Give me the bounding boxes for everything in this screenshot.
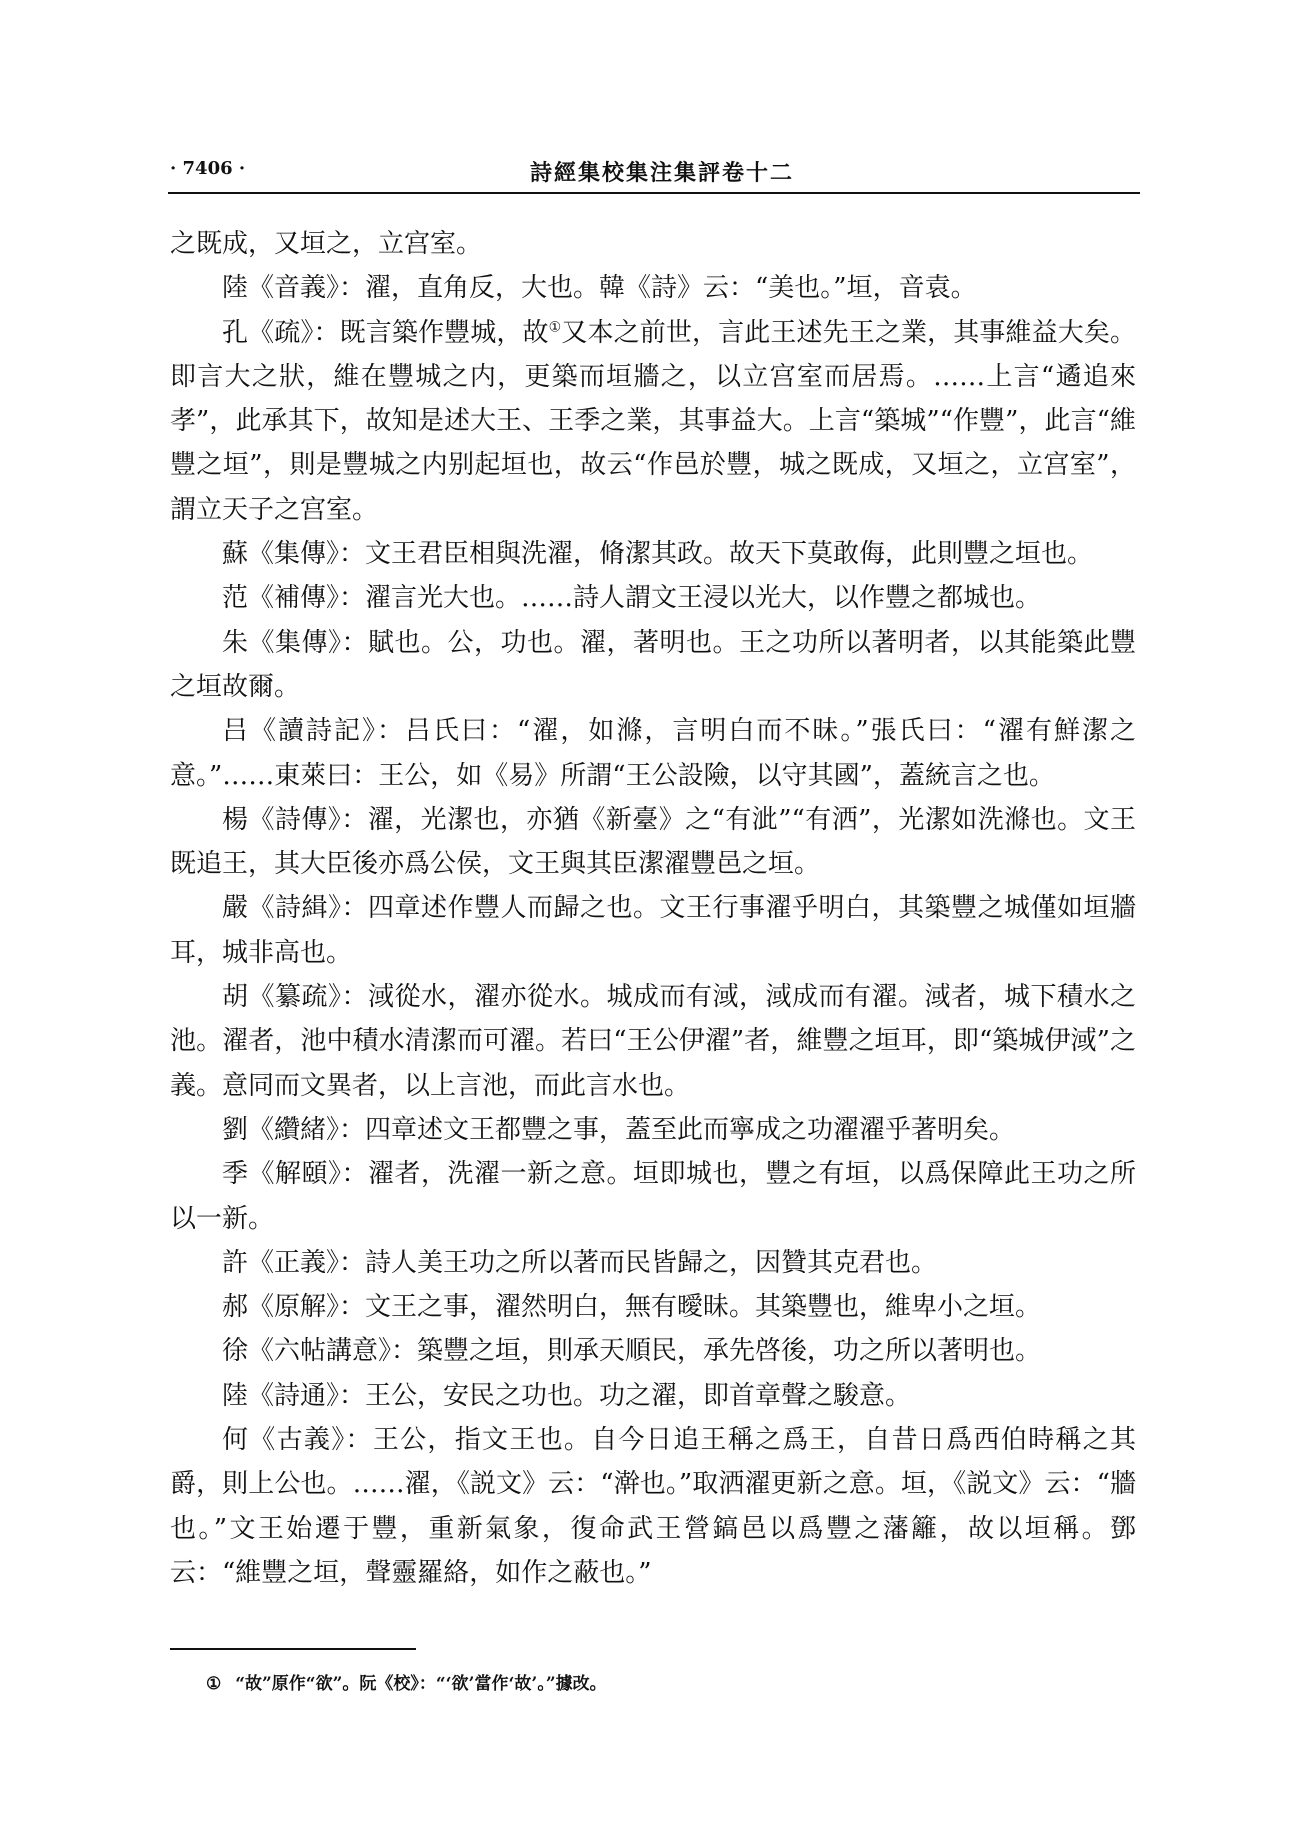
commentary-lu-yinyi: 陸《音義》：濯，直角反，大也。韓《詩》云：“美也。”垣，音袁。 bbox=[222, 273, 977, 304]
footnote-rule bbox=[170, 1648, 416, 1650]
main-text bbox=[170, 222, 1136, 1595]
commentary-kong-shu bbox=[170, 311, 1136, 532]
footnote-mark: ① bbox=[206, 1674, 222, 1694]
commentary-xu-zhengyi: 許《正義》：詩人美王功之所以著而民皆歸之，因贊其克君也。 bbox=[222, 1247, 938, 1278]
paragraph-continuation: 之既成，又垣之，立宫室。 bbox=[170, 229, 483, 259]
commentary-xu-liutie: 徐《六帖講意》：築豐之垣，則承天順民，承先啓後，功之所以著明也。 bbox=[222, 1336, 1042, 1367]
commentary-kong-shu-part2: 又本之前世，言此王述先王之業，其事維益大矣。即言大之狀，維在豐城之内，更築而垣牆之，以立宫室而居焉。……上言“遹追來孝”，此承其下，故知是述大王、王季之業，其事益大。上言“築城”“作豐”，此言“維豐之垣”，則是豐城之内别起垣也，故云“作邑於豐，城之既成，又垣之，立宫室”，謂立天子之宫室。 bbox=[170, 317, 1136, 525]
commentary-hu-zuanshu: 胡《纂疏》：淢從水，濯亦從水。城成而有淢，淢成而有濯。淢者，城下積水之池。濯者，池中積水清潔而可濯。若曰“王公伊濯”者，維豐之垣耳，即“築城伊淢”之義。意同而文異者，以上言池，而此言水也。 bbox=[170, 982, 1136, 1101]
running-header bbox=[150, 150, 1140, 190]
commentary-liu-zuanxu: 劉《纘緒》：四章述文王都豐之事，蓋至此而寧成之功濯濯乎著明矣。 bbox=[222, 1114, 1016, 1145]
commentary-lu-dushiji: 吕《讀詩記》：吕氏曰：“濯，如滌，言明白而不昧。”張氏曰：“濯有鮮潔之意。”……東萊曰：王公，如《易》所謂“王公設險，以守其國”，蓋統言之也。 bbox=[170, 716, 1136, 791]
commentary-lu-shitong: 陸《詩通》：王公，安民之功也。功之濯，即首章聲之駿意。 bbox=[222, 1380, 912, 1411]
footnote bbox=[206, 1672, 1106, 1696]
commentary-kong-shu-part1: 孔《疏》：既言築作豐城，故 bbox=[222, 317, 549, 348]
page-number: · 7406 · bbox=[170, 158, 246, 179]
commentary-fan-buzhuan: 范《補傳》：濯言光大也。……詩人謂文王浸以光大，以作豐之都城也。 bbox=[222, 583, 1042, 614]
footnote-text: “故”原作“欲”。阮《校》：“‘欲’當作‘故’。”據改。 bbox=[235, 1674, 607, 1694]
running-title: 詩經集校集注集評卷十二 bbox=[530, 160, 795, 186]
footnote-ref-mark[interactable]: ① bbox=[548, 318, 562, 335]
commentary-yan-shiji: 嚴《詩緝》：四章述作豐人而歸之也。文王行事濯乎明白，其築豐之城僅如垣牆耳，城非高也。 bbox=[170, 893, 1136, 968]
commentary-yang-shizhuan: 楊《詩傳》：濯，光潔也，亦猶《新臺》之“有泚”“有洒”，光潔如洗滌也。文王既追王，其大臣後亦爲公侯，文王與其臣潔濯豐邑之垣。 bbox=[170, 804, 1136, 880]
commentary-he-guyi: 何《古義》：王公，指文王也。自今日追王稱之爲王，自昔日爲西伯時稱之其爵，則上公也。……濯，《説文》云：“澣也。”取洒濯更新之意。垣，《説文》云：“牆也。”文王始遷于豐，重新氣象，復命武王營鎬邑以爲豐之藩籬，故以垣稱。鄧云：“維豐之垣，聲靈羅絡，如作之蔽也。” bbox=[170, 1425, 1136, 1588]
commentary-ji-jieyi: 季《解頤》：濯者，洗濯一新之意。垣即城也，豐之有垣，以爲保障此王功之所以一新。 bbox=[170, 1159, 1136, 1234]
header-rule bbox=[168, 192, 1140, 194]
commentary-hao-yuanjie: 郝《原解》：文王之事，濯然明白，無有曖昧。其築豐也，維卑小之垣。 bbox=[222, 1292, 1042, 1323]
commentary-su-jizhuan: 蘇《集傳》：文王君臣相與洗濯，脩潔其政。故天下莫敢侮，此則豐之垣也。 bbox=[222, 539, 1094, 570]
commentary-zhu-jizhuan: 朱《集傳》：賦也。公，功也。濯，著明也。王之功所以著明者，以其能築此豐之垣故爾。 bbox=[170, 627, 1136, 702]
